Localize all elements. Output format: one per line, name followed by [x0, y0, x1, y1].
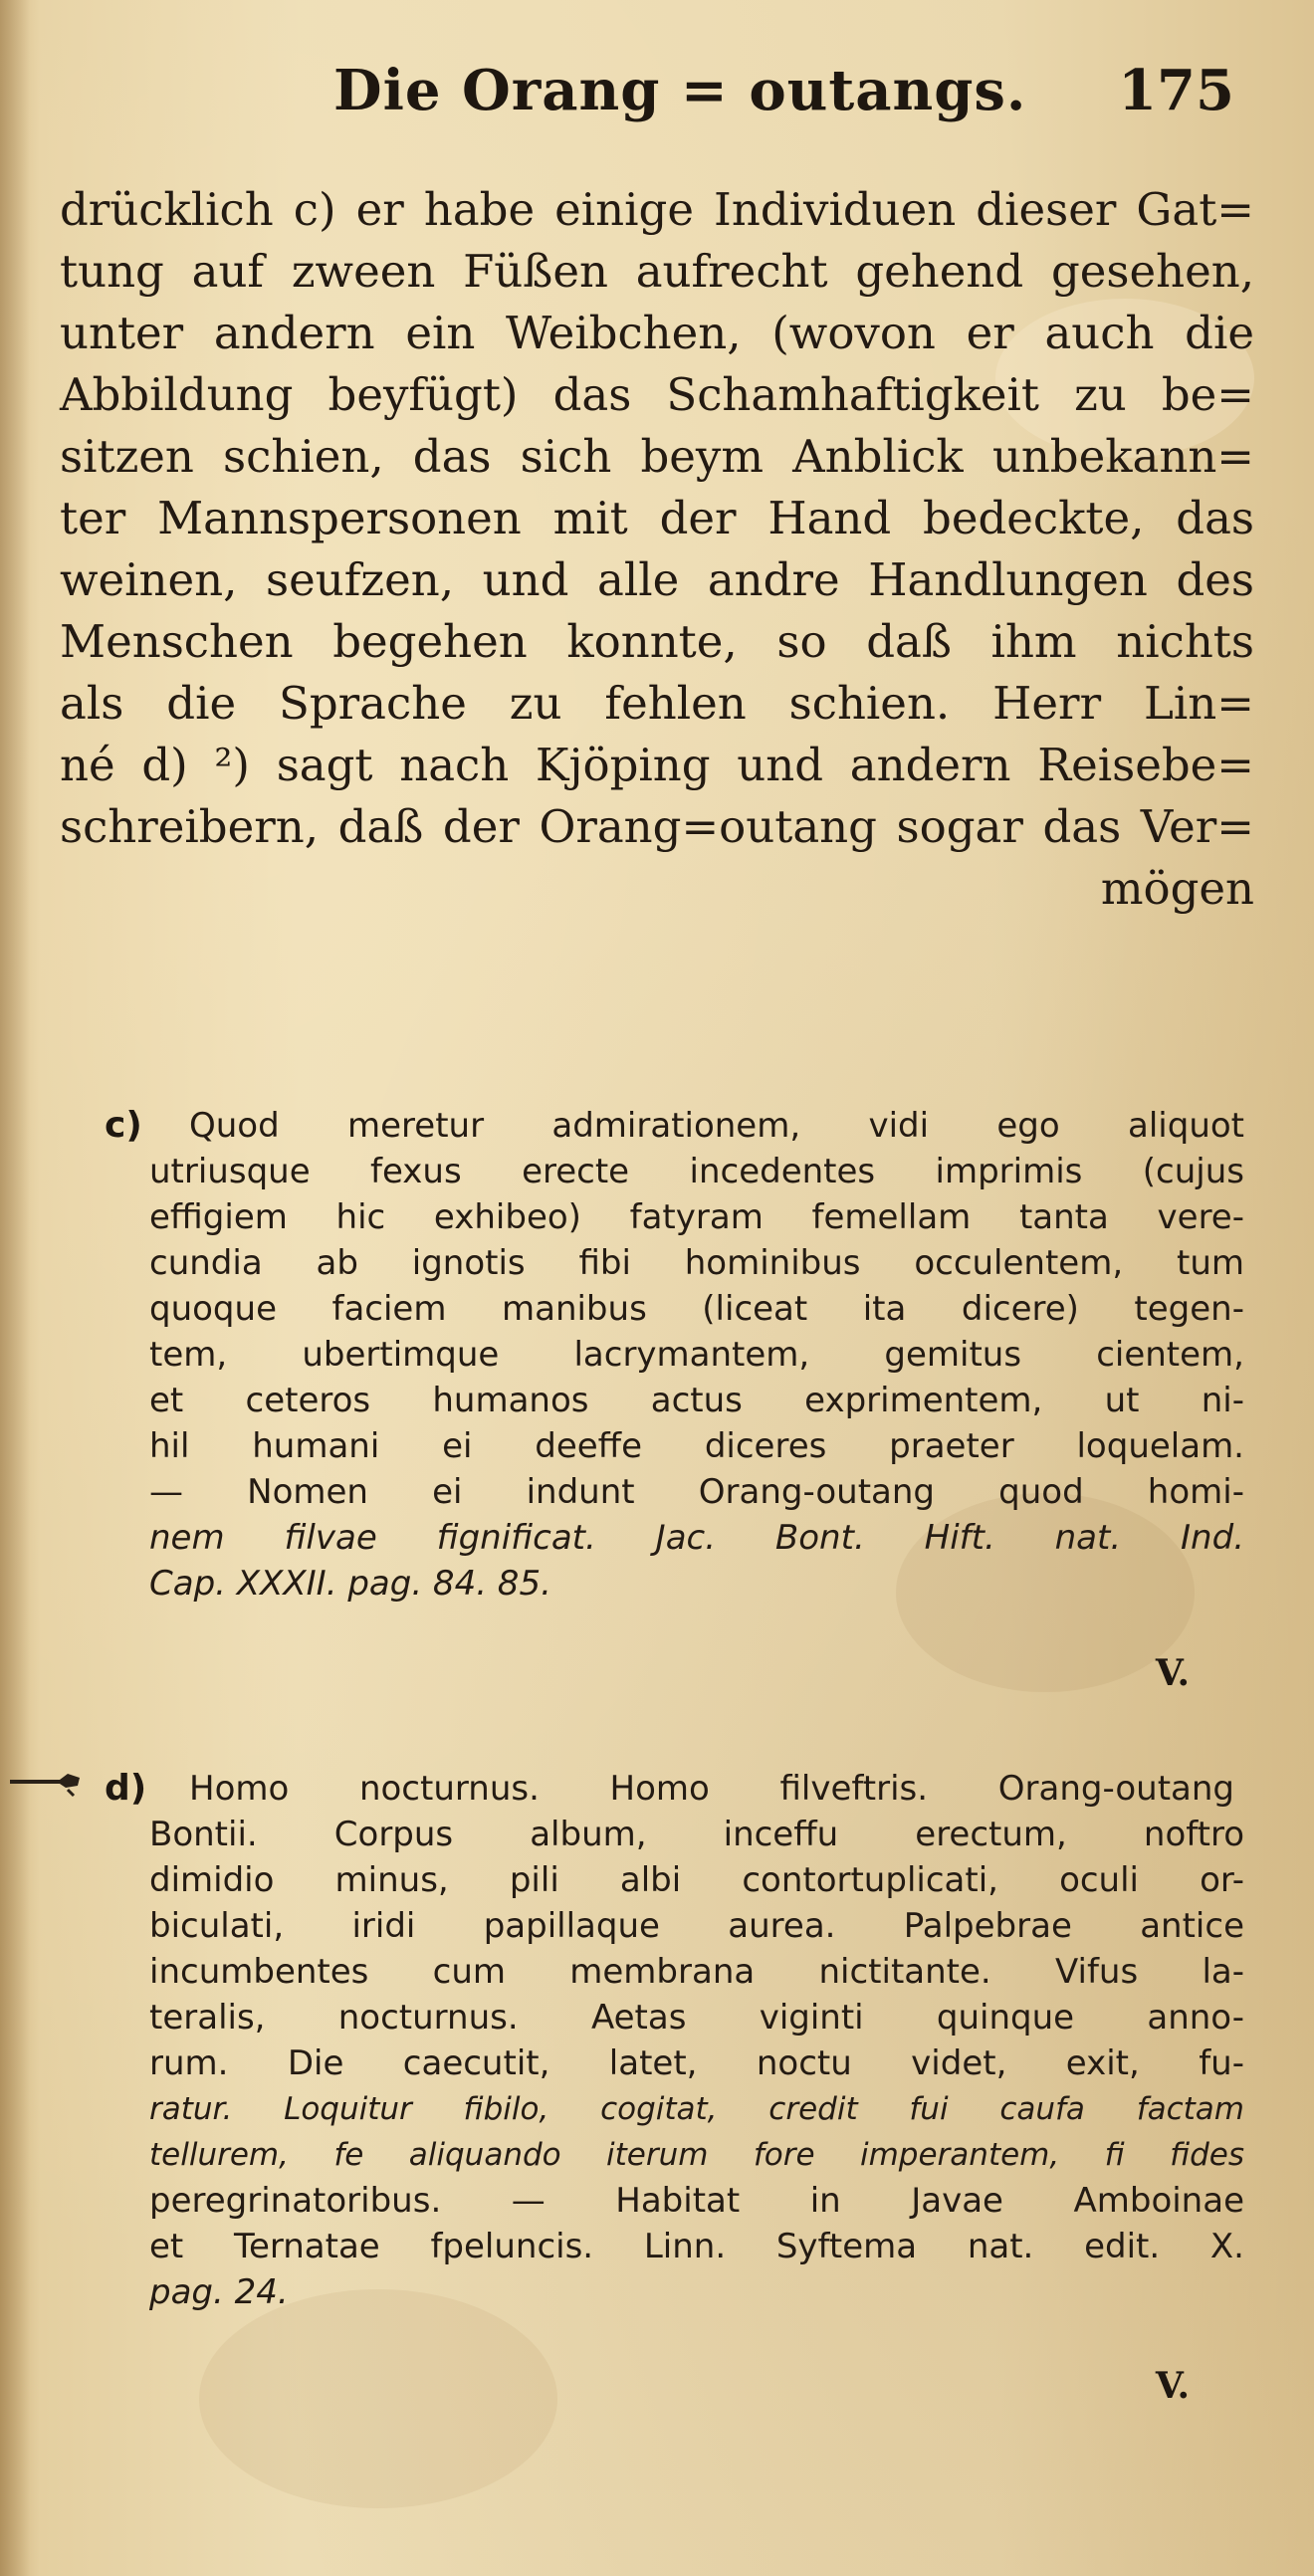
footnote-c-line: effigiem hic exhibeo) fatyram femellam tanta vere- — [149, 1197, 1244, 1237]
running-title: Die Orang = outangs. — [333, 58, 1027, 123]
footnote-d-line: teralis, nocturnus. Aetas viginti quinque anno- — [149, 1998, 1244, 2038]
footnote-c-line: — Nomen ei indunt Orang-outang quod homi- — [149, 1472, 1244, 1512]
text-line: Abbildung beyfügt) das Schamhaftigkeit zu be= — [60, 368, 1254, 421]
footnote-d-line: Homo nocturnus. Homo filveftris. Orang-outang — [189, 1769, 1234, 1809]
text-line: als die Sprache zu fehlen schien. Herr Lin= — [60, 677, 1254, 730]
footnote-d-catchword: V. — [1155, 2365, 1190, 2407]
footnote-d-line: et Ternatae fpeluncis. Linn. Syftema nat. edit. X. — [149, 2227, 1244, 2266]
footnote-c-line: et ceteros humanos actus exprimentem, ut ni- — [149, 1381, 1244, 1420]
footnote-c-line: hil humani ei deeffe diceres praeter loquelam. — [149, 1426, 1244, 1466]
text-line: né d) ²) sagt nach Kjöping und andern Reisebe= — [60, 739, 1254, 791]
footnote-d-line: ratur. Loquitur fibilo, cogitat, credit fui caufa factam — [149, 2091, 1244, 2127]
page-header — [0, 58, 1314, 137]
footnote-d-line: pag. 24. — [149, 2272, 289, 2312]
footnote-d-line: Bontii. Corpus album, inceffu erectum, noftro — [149, 1815, 1244, 1854]
paper-stain — [199, 2289, 557, 2508]
text-line: Menschen begehen konnte, so daß ihm nichts — [60, 615, 1254, 668]
text-line: tung auf zween Füßen aufrecht gehend gesehen, — [60, 245, 1254, 298]
page-number: 175 — [1118, 58, 1234, 123]
text-line: drücklich c) er habe einige Individuen dieser Gat= — [60, 183, 1254, 236]
pointing-hand-icon — [8, 1762, 88, 1802]
main-text-block — [60, 179, 1254, 920]
footnote-c-line: quoque faciem manibus (liceat ita dicere) tegen- — [149, 1289, 1244, 1329]
footnote-c-line: cundia ab ignotis fibi hominibus occulentem, tum — [149, 1243, 1244, 1283]
text-line: ter Mannspersonen mit der Hand bedeckte, das — [60, 492, 1254, 544]
text-line: schreibern, daß der Orang=outang sogar das Ver= — [60, 800, 1254, 853]
catchword: mögen — [1100, 862, 1254, 915]
text-line: unter andern ein Weibchen, (wovon er auch die — [60, 307, 1254, 359]
footnote-c-line: Quod meretur admirationem, vidi ego aliquot — [189, 1106, 1244, 1146]
footnote-d-line: biculati, iridi papillaque aurea. Palpebrae antice — [149, 1906, 1244, 1946]
footnote-d-line: peregrinatoribus. — Habitat in Javae Amboinae — [149, 2181, 1244, 2221]
footnote-d-line: rum. Die caecutit, latet, noctu videt, exit, fu- — [149, 2043, 1244, 2083]
footnote-d-line: tellurem, fe aliquando iterum fore imperantem, fi fides — [149, 2137, 1244, 2173]
footnote-c-line: tem, ubertimque lacrymantem, gemitus cientem, — [149, 1335, 1244, 1375]
footnote-d-line: dimidio minus, pili albi contortuplicati, oculi or- — [149, 1860, 1244, 1900]
text-line: sitzen schien, das sich beym Anblick unbekann= — [60, 430, 1254, 483]
footnote-c-line: nem filvae fignificat. Jac. Bont. Hift. nat. Ind. — [149, 1518, 1244, 1558]
footnote-d-line: incumbentes cum membrana nictitante. Vifus la- — [149, 1952, 1244, 1992]
text-line: weinen, seufzen, und alle andre Handlungen des — [60, 553, 1254, 606]
footnote-c-line: utriusque fexus erecte incedentes imprimis (cujus — [149, 1152, 1244, 1191]
footnote-c-marker: c) — [105, 1105, 142, 1146]
footnote-c-line: Cap. XXXII. pag. 84. 85. — [149, 1564, 551, 1604]
footnote-d-marker: d) — [105, 1768, 147, 1809]
footnote-c-catchword: V. — [1155, 1652, 1190, 1694]
